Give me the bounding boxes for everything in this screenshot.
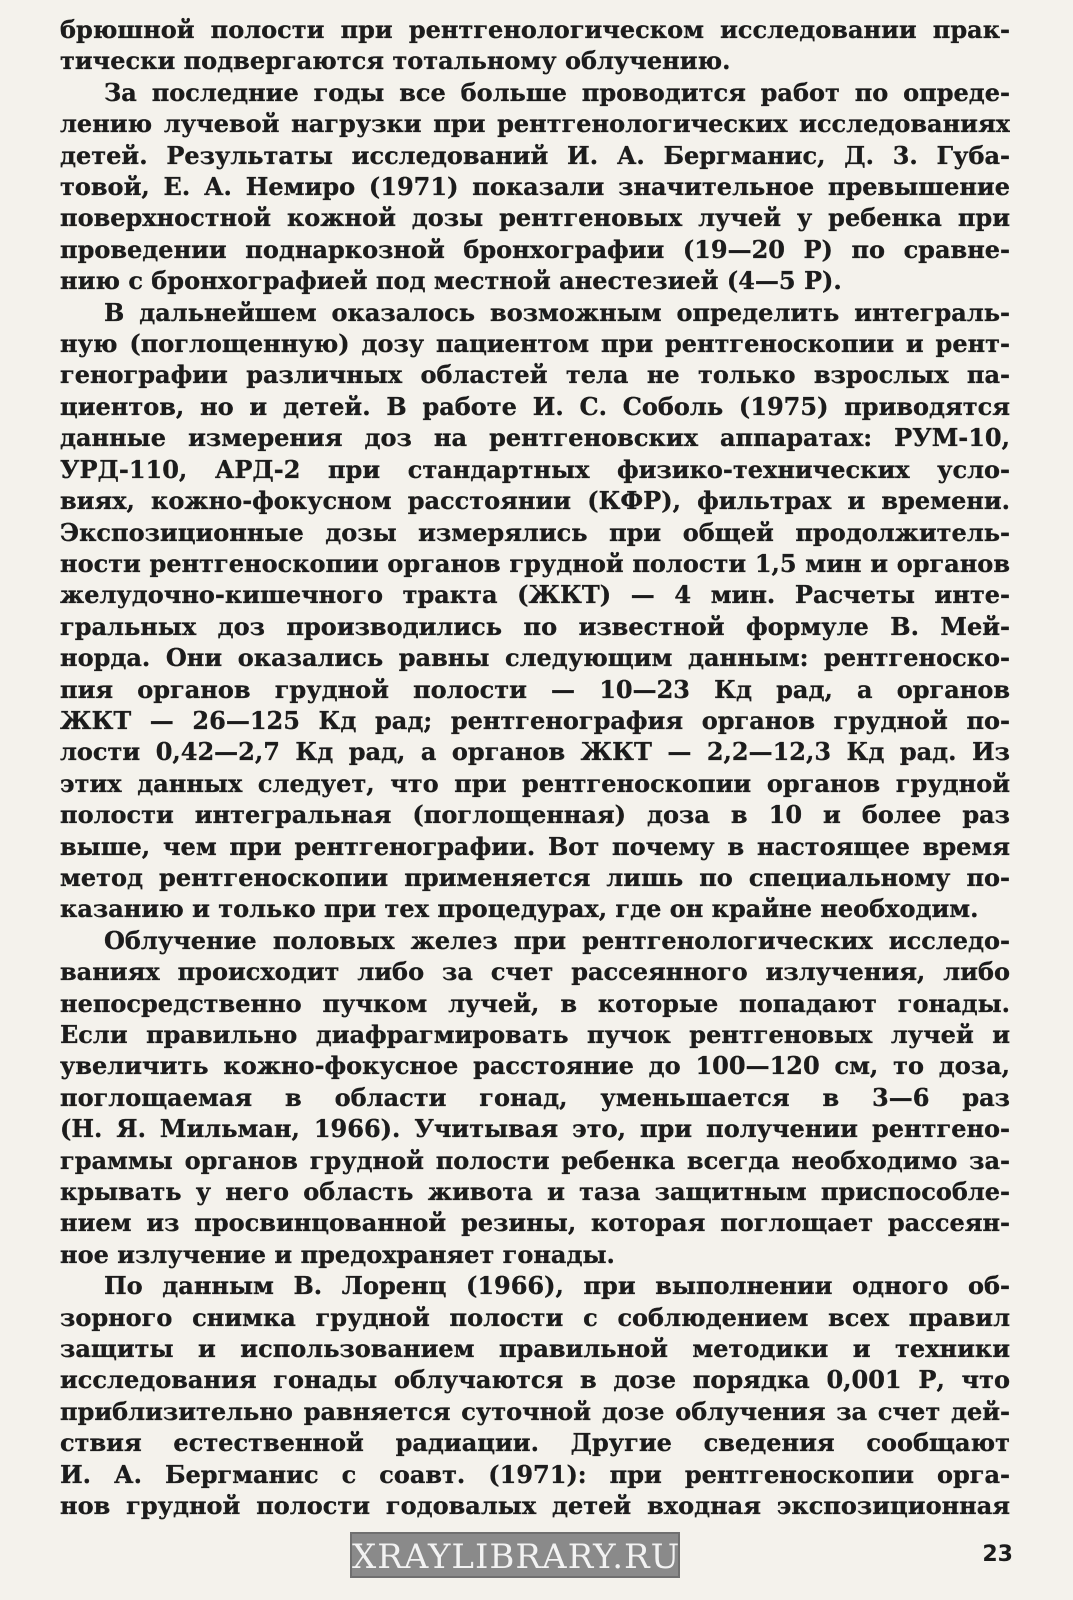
text-line: поглощаемая в области гонад, уменьшается в 3—6 раз: [60, 1082, 1010, 1112]
text-line: норда. Они оказались равны следующим данным: рентгеноско-: [60, 643, 1010, 673]
watermark-badge: XRAYLIBRARY.RU: [350, 1532, 680, 1578]
text-line: детей. Результаты исследований И. А. Бергманис, Д. 3. Губа-: [60, 140, 1010, 170]
text-line: проведении поднаркозной бронхографии (19—20 Р) по сравне-: [60, 234, 1010, 264]
text-line: Экспозиционные дозы измерялись при общей продолжитель-: [60, 517, 1010, 547]
text-line: По данным В. Лоренц (1966), при выполнении одного об-: [104, 1271, 1010, 1301]
text-line: гральных доз производились по известной формуле В. Мей-: [60, 611, 1010, 641]
text-line: зорного снимка грудной полости с соблюдением всех правил: [60, 1302, 1010, 1332]
text-line: казанию и только при тех процедурах, где он крайне необходим.: [60, 894, 979, 924]
text-line: исследования гонады облучаются в дозе порядка 0,001 Р, что: [60, 1365, 1010, 1395]
text-line: ную (поглощенную) дозу пациентом при рентгеноскопии и рент-: [60, 329, 1010, 359]
text-line: В дальнейшем оказалось возможным определить интеграль-: [104, 297, 1010, 327]
text-line: За последние годы все больше проводится работ по опреде-: [104, 77, 1010, 107]
page-number: 23: [982, 1542, 1013, 1567]
text-line: крывать у него область живота и таза защитным приспособле-: [60, 1177, 1010, 1207]
text-line: УРД-110, АРД-2 при стандартных физико-технических усло-: [60, 454, 1010, 484]
text-line: Облучение половых желез при рентгенологических исследо-: [104, 925, 1010, 955]
text-line: нием из просвинцованной резины, которая поглощает рассеян-: [60, 1208, 1010, 1238]
text-line: брюшной полости при рентгенологическом исследовании прак-: [60, 15, 1010, 44]
text-line: генографии различных областей тела не только взрослых па-: [60, 360, 1010, 390]
text-line: тически подвергаются тотальному облучению.: [60, 46, 731, 76]
text-line: непосредственно пучком лучей, в которые попадают гонады.: [60, 988, 1010, 1018]
text-line: защиты и использованием правильной методики и техники: [60, 1334, 1010, 1364]
text-line: виях, кожно-фокусном расстоянии (КФР), фильтрах и времени.: [60, 486, 1010, 516]
paragraph-3: [60, 297, 1010, 925]
text-line: Если правильно диафрагмировать пучок рентгеновых лучей и: [60, 1020, 1010, 1049]
text-line: товой, Е. А. Немиро (1971) показали значительное превышение: [60, 172, 1010, 202]
text-line: ваниях происходит либо за счет рассеянного излучения, либо: [60, 957, 1010, 987]
text-line: граммы органов грудной полости ребенка всегда необходимо за-: [60, 1145, 1010, 1175]
text-line: лению лучевой нагрузки при рентгенологических исследованиях: [60, 109, 1010, 139]
paragraph-2: [60, 77, 1010, 297]
text-line: циентов, но и детей. В работе И. С. Соболь (1975) приводятся: [60, 391, 1010, 421]
paragraph-5: [60, 1270, 1010, 1521]
text-line: ное излучение и предохраняет гонады.: [60, 1239, 615, 1269]
text-line: этих данных следует, что при рентгеноскопии органов грудной: [60, 768, 1010, 798]
text-line: (Н. Я. Мильман, 1966). Учитывая это, при получении рентгено-: [60, 1114, 1010, 1144]
paragraph-4: [60, 925, 1010, 1270]
text-line: поверхностной кожной дозы рентгеновых лучей у ребенка при: [60, 203, 1010, 233]
text-line: ствия естественной радиации. Другие сведения сообщают: [60, 1428, 1010, 1458]
text-line: полости интегральная (поглощенная) доза в 10 и более раз: [60, 800, 1010, 830]
text-line: нов грудной полости годовалых детей входная экспозиционная: [60, 1491, 1010, 1521]
text-line: нию с бронхографией под местной анестезией (4—5 Р).: [60, 266, 842, 296]
text-line: И. А. Бергманис с соавт. (1971): при рентгеноскопии орга-: [60, 1459, 1010, 1489]
text-line: желудочно-кишечного тракта (ЖКТ) — 4 мин. Расчеты инте-: [60, 580, 1010, 610]
text-line: увеличить кожно-фокусное расстояние до 100—120 см, то доза,: [60, 1051, 1010, 1081]
text-line: метод рентгеноскопии применяется лишь по специальному по-: [60, 862, 1010, 892]
text-line: приблизительно равняется суточной дозе облучения за счет дей-: [60, 1396, 1010, 1426]
text-line: ЖКТ — 26—125 Кд рад; рентгенография органов грудной по-: [60, 705, 1010, 735]
text-line: лости 0,42—2,7 Кд рад, а органов ЖКТ — 2,2—12,3 Кд рад. Из: [60, 737, 1010, 767]
text-line: пия органов грудной полости — 10—23 Кд рад, а органов: [60, 674, 1010, 704]
text-line: ности рентгеноскопии органов грудной полости 1,5 мин и органов: [60, 548, 1010, 578]
paragraph-1: [60, 14, 1010, 77]
text-line: выше, чем при рентгенографии. Вот почему в настоящее время: [60, 831, 1010, 861]
text-line: данные измерения доз на рентгеновских аппаратах: РУМ-10,: [60, 423, 1010, 453]
page-text: [60, 14, 1010, 1521]
